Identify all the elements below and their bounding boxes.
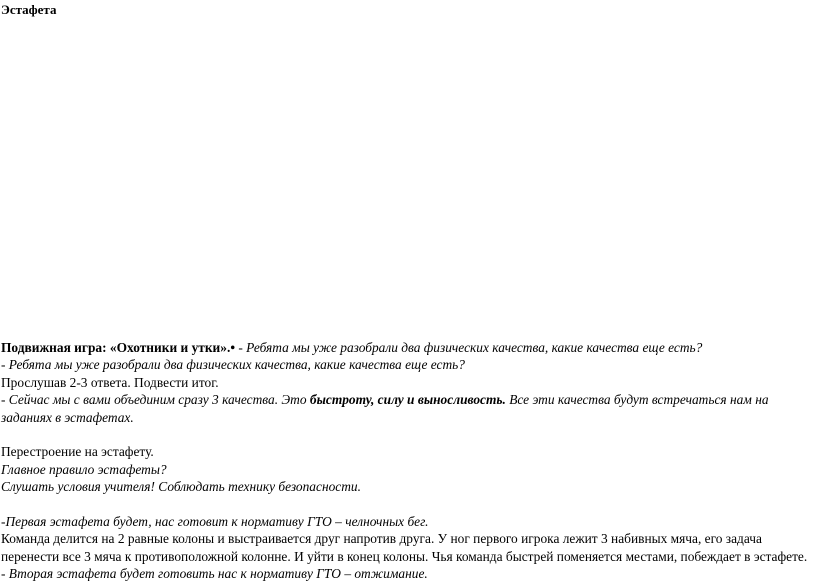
main-rule-answer: Слушать условия учителя! Соблюдать технику безопасности. [1, 479, 361, 495]
spacer [1, 496, 816, 513]
game-question: - Ребята мы уже разобрали два физических качества, какие качества еще есть? [235, 340, 703, 355]
question-paragraph: - Ребята мы уже разобрали два физических качества, какие качества еще есть? [1, 357, 465, 373]
document-body [1, 339, 816, 583]
spacer [1, 426, 816, 443]
game-title: Подвижная игра: «Охотники и утки». [1, 340, 231, 355]
summary-paragraph: Прослушав 2-3 ответа. Подвести итог. [1, 374, 219, 390]
qualities-bold: быстроту, силу и выносливость. [309, 392, 506, 408]
first-relay-paragraph: -Первая эстафета будет, нас готовит к нормативу ГТО – челночных бег. [1, 514, 429, 530]
page-title: Эстафета [1, 2, 57, 17]
regroup-paragraph: Перестроение на эстафету. [1, 444, 154, 460]
qualities-paragraph: - Сейчас мы с вами объединим сразу 3 качества. Это быстроту, силу и выносливость. Все эти качества будут встречаться нам на заданиях в эстафетах. [1, 392, 769, 425]
first-relay-description: Команда делится на 2 равные колоны и выстраивается друг напротив друга. У ног первого игрока лежит 3 набивных мяча, его задача перенести все 3 мяча к противоположной колонне. И уйти в конец колоны. Чья команда быстрей поменяется местами, побеждает в эстафете. [1, 531, 808, 564]
second-relay-paragraph: - Вторая эстафета будет готовить нас к нормативу ГТО – отжимание. [1, 566, 428, 582]
bullet-icon: • [230, 340, 236, 355]
game-line [1, 339, 816, 356]
main-rule-question: Главное правило эстафеты? [1, 461, 167, 477]
